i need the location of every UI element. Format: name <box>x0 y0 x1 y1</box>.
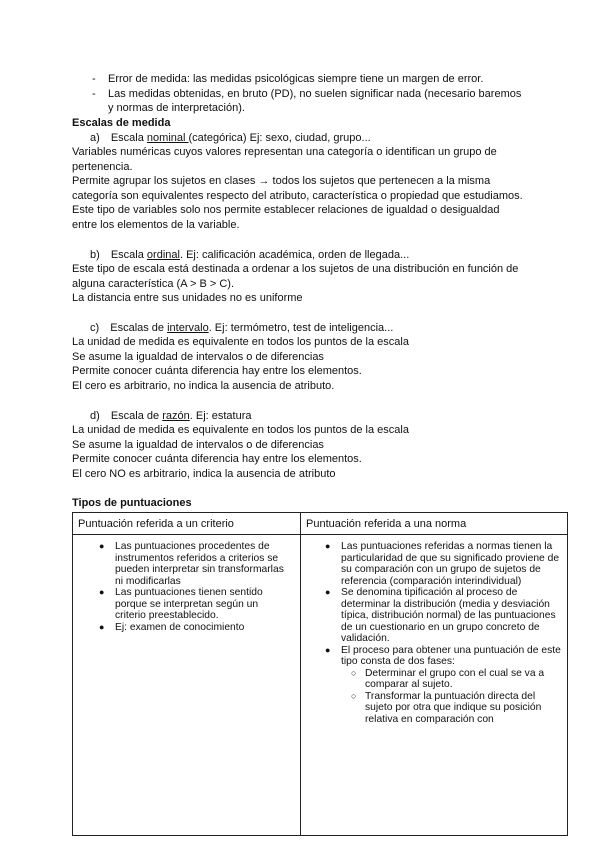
razon-line-4: El cero NO es arbitrario, indica la ausencia de atributo <box>72 468 336 480</box>
intervalo-line-4: El cero es arbitrario, no indica la ausencia de atributo. <box>72 380 335 392</box>
heading-post: (categórica) Ej: sexo, ciudad, grupo... <box>188 132 371 144</box>
dash-marker: - <box>92 88 96 100</box>
list-item: ● Ej: examen de conocimiento <box>99 621 245 633</box>
table-header-norma: Puntuación referida a una norma <box>301 513 568 535</box>
scores-table <box>72 512 568 836</box>
sub-list-item: ○ Determinar el grupo con el cual se va a comparar al sujeto. <box>351 667 545 690</box>
sub-bullet-marker: ○ <box>351 690 357 701</box>
criterio-list <box>99 541 290 633</box>
ordinal-line-1: Este tipo de escala está destinada a ordenar a los sujetos de una distribución en función de <box>72 263 519 275</box>
intervalo-line-1: La unidad de medida es equivalente en todos los puntos de la escala <box>72 336 409 348</box>
norma-sublist <box>341 668 561 726</box>
list-item: ● Las puntuaciones procedentes de instrumentos referidos a criterios se pueden interpretar sin transformarlas ni modificarlas <box>99 541 284 587</box>
bullet-marker: ● <box>325 644 331 655</box>
nominal-line-5: Este tipo de variables solo nos permite establecer relaciones de igualdad o desigualdad <box>72 204 500 216</box>
razon-line-2: Se asume la igualdad de intervalos o de diferencias <box>72 439 324 451</box>
heading-pre: Escalas de <box>110 322 168 334</box>
razon-line-1: La unidad de medida es equivalente en todos los puntos de la escala <box>72 424 409 436</box>
heading-term: ordinal <box>146 249 180 261</box>
ordinal-line-3: La distancia entre sus unidades no es uniforme <box>72 292 303 304</box>
list-item: ● Las puntuaciones referidas a normas tienen la particularidad de que su significado proviene de su comparación con un grupo de sujetos de referencia (comparación interindividual) <box>325 541 560 587</box>
scale-heading-razon <box>90 409 252 424</box>
sub-list-item: ○ Transformar la puntuación directa del sujeto por otra que indique su posición relativa en comparación con <box>351 690 542 725</box>
section-title-escalas: Escalas de medida <box>72 117 171 129</box>
nominal-line-1: Variables numéricas cuyos valores representan una categoría o identifican un grupo de <box>72 146 497 158</box>
heading-term: intervalo <box>167 322 209 334</box>
scale-heading-intervalo <box>90 321 393 336</box>
intervalo-line-2: Se asume la igualdad de intervalos o de diferencias <box>72 351 324 363</box>
intro-bullet-2: Las medidas obtenidas, en bruto (PD), no suelen significar nada (necesario baremos <box>108 88 522 100</box>
bullet-marker: ● <box>325 587 331 597</box>
scale-heading-ordinal <box>90 248 409 263</box>
ordinal-line-2: alguna característica (A > B > C). <box>72 278 235 290</box>
scale-heading-nominal <box>90 131 371 146</box>
norma-list <box>325 541 561 725</box>
intro-bullet-2-cont: y normas de interpretación). <box>108 102 245 114</box>
nominal-line-2: pertenencia. <box>72 161 133 173</box>
sub-bullet-marker: ○ <box>351 667 357 678</box>
list-marker: a) <box>90 132 100 144</box>
razon-line-3: Permite conocer cuánta diferencia hay entre los elementos. <box>72 453 362 465</box>
list-item: ● El proceso para obtener una puntuación de este tipo consta de dos fases: ○ Determinar el grupo con el cual se va a comparar al sujeto. ○ Transformar la puntuación directa del sujeto por otra que indique su posición relativa en comparación con <box>325 644 561 725</box>
heading-post: . Ej: estatura <box>189 410 252 422</box>
table-header-row <box>73 513 568 535</box>
table-header-criterio: Puntuación referida a un criterio <box>73 513 301 535</box>
table-cell-norma <box>301 535 568 836</box>
list-marker: c) <box>90 322 100 334</box>
bullet-marker: ● <box>99 587 105 597</box>
heading-pre: Escala <box>110 249 147 261</box>
bullet-marker: ● <box>99 541 105 551</box>
nominal-line-4: categoría son equivalentes respecto del atributo, característica o propiedad que estudiamos. <box>72 190 523 202</box>
nominal-line-6: entre los elementos de la variable. <box>72 219 240 231</box>
heading-term: nominal <box>146 132 189 144</box>
list-marker: b) <box>90 249 100 261</box>
bullet-marker: ● <box>99 621 105 632</box>
dash-marker: - <box>92 73 96 85</box>
heading-pre: Escala de <box>110 410 163 422</box>
intro-bullet-1: Error de medida: las medidas psicológicas siempre tiene un margen de error. <box>108 73 484 85</box>
heading-post: . Ej: termómetro, test de inteligencia... <box>208 322 394 334</box>
intervalo-line-3: Permite conocer cuánta diferencia hay entre los elementos. <box>72 365 362 377</box>
list-item: ● Se denomina tipificación al proceso de determinar la distribución (media y desviación típica, distribución normal) de las puntuaciones de un cuestionario en un grupo concreto de validación. <box>325 587 556 644</box>
heading-term: razón <box>162 410 190 422</box>
heading-pre: Escala <box>110 132 147 144</box>
list-item: ● Las puntuaciones tienen sentido porque se interpretan según un criterio preestablecido. <box>99 587 263 621</box>
nominal-line-3: Permite agrupar los sujetos en clases → todos los sujetos que pertenecen a la misma <box>72 175 491 187</box>
list-marker: d) <box>90 410 100 422</box>
bullet-marker: ● <box>325 541 331 551</box>
table-row <box>73 535 568 836</box>
table-cell-criterio <box>73 535 301 836</box>
heading-post: . Ej: calificación académica, orden de llegada... <box>179 249 410 261</box>
section-title-tipos: Tipos de puntuaciones <box>72 497 192 509</box>
